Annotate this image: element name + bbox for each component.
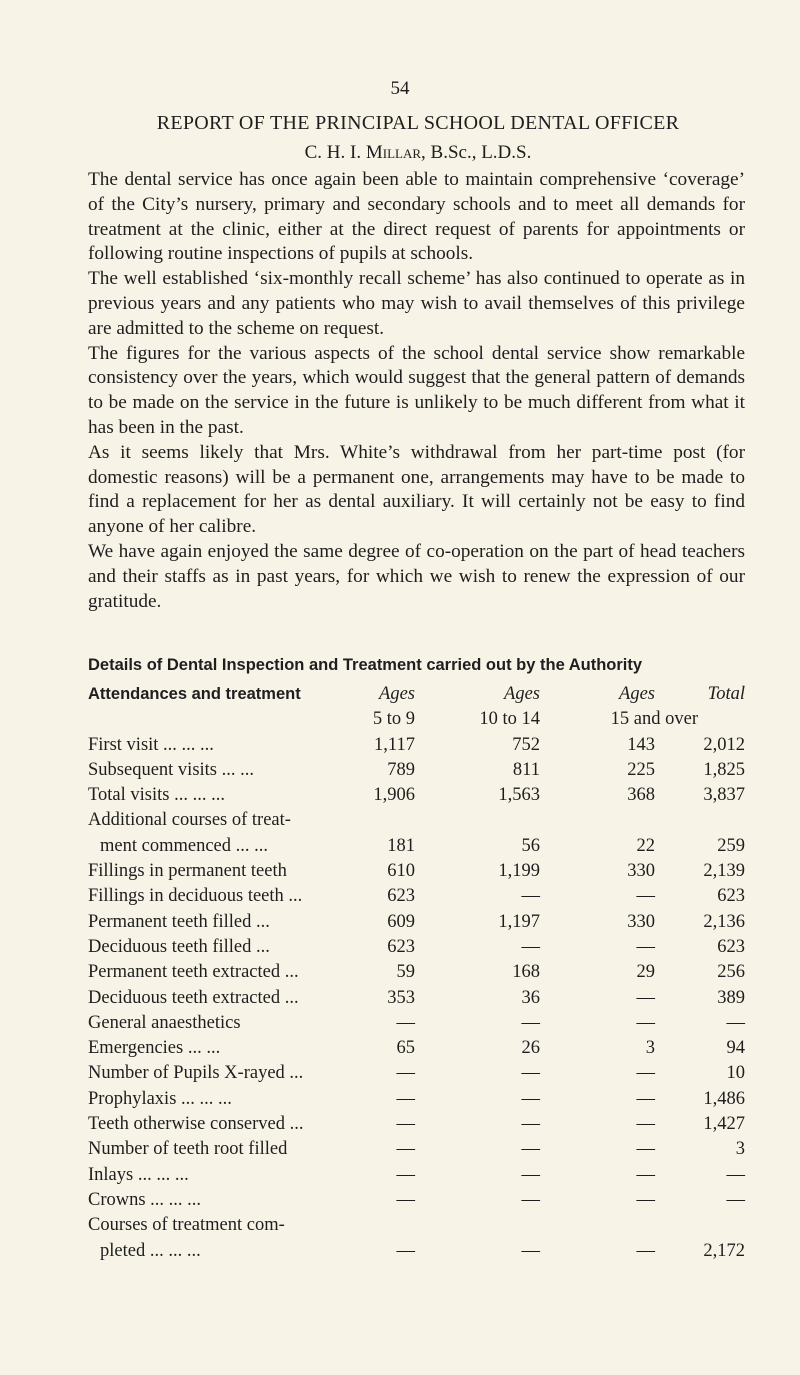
table-row [88,758,748,783]
author-line [88,142,748,164]
cell-value: 29 [636,962,655,983]
header-label: Attendances and treatment [88,685,301,703]
row-label: Additional courses of treat- [88,810,291,831]
table-header-row [88,682,748,707]
paragraph: We have again enjoyed the same degree of co-operation on the part of head teachers and their staffs as in past years, for which we wish to renew the expression of our gratitude. [88,540,745,612]
cell-value: 330 [627,861,655,882]
cell-value: 181 [387,835,415,856]
cell-value: — [636,1164,655,1185]
table-row [88,834,748,859]
author-name: Millar, [365,142,426,163]
table-row [88,1188,748,1213]
cell-total: — [726,1164,745,1185]
cell-total: 94 [726,1038,745,1059]
cell-value: — [636,1088,655,1109]
cell-total: 3 [735,1139,745,1160]
cell-value: — [521,886,540,907]
cell-value: — [396,1164,415,1185]
row-label: Deciduous teeth filled ... [88,936,270,957]
row-label: Fillings in deciduous teeth ... [88,886,303,907]
cell-value: — [636,1063,655,1084]
row-label: Fillings in permanent teeth [88,861,287,882]
cell-value: 3 [645,1038,655,1059]
cell-total: — [726,1012,745,1033]
cell-value: 1,199 [498,861,540,882]
row-label: Emergencies ... ... [88,1038,221,1059]
dental-treatment-table [88,682,748,1264]
cell-value: 623 [387,886,415,907]
table-row-label-line [88,1213,748,1238]
row-label: General anaesthetics [88,1012,241,1033]
cell-total: 2,012 [703,734,745,755]
row-label: Courses of treatment com- [88,1215,285,1236]
table-row [88,884,748,909]
row-label: Prophylaxis ... ... ... [88,1088,232,1109]
cell-value: 22 [636,835,655,856]
cell-value: 353 [387,987,415,1008]
row-label: Permanent teeth filled ... [88,911,270,932]
cell-value: — [521,936,540,957]
header-range-3: 15 and over [610,709,698,730]
cell-value: — [521,1240,540,1261]
cell-value: — [396,1189,415,1210]
row-label: First visit ... ... ... [88,734,214,755]
cell-value: 36 [521,987,540,1008]
cell-total: — [726,1189,745,1210]
cell-value: 26 [521,1038,540,1059]
header-range-1: 5 to 9 [372,709,415,730]
cell-value: — [636,1189,655,1210]
page-number: 54 [390,78,410,99]
table-row [88,910,748,935]
cell-value: — [396,1139,415,1160]
row-label: Total visits ... ... ... [88,785,225,806]
paragraph: As it seems likely that Mrs. White’s withdrawal from her part-time post (for domestic reasons) will be a permanent one, arrangements may have to be made to find a replacement for her as dental auxiliary. It will certainly not be easy to find anyone of her calibre. [88,441,745,538]
cell-value: — [396,1114,415,1135]
cell-value: 59 [396,962,415,983]
row-label-continued: ment commenced ... ... [100,835,268,856]
table-row [88,1087,748,1112]
cell-value: 225 [627,759,655,780]
cell-value: 65 [396,1038,415,1059]
cell-value: — [636,936,655,957]
cell-value: 609 [387,911,415,932]
table-row [88,1112,748,1137]
cell-value: — [636,1114,655,1135]
table-row [88,986,748,1011]
cell-total: 3,837 [703,785,745,806]
header-ages-3: Ages [619,684,655,704]
paragraph: The well established ‘six-monthly recall scheme’ has also continued to operate as in previous years and any patients who may wish to avail themselves of this privilege are admitted to the scheme on request. [88,268,745,339]
row-label: Number of teeth root filled [88,1139,288,1160]
cell-total: 1,486 [703,1088,745,1109]
header-ages-2: Ages [504,684,540,704]
cell-value: 623 [387,936,415,957]
cell-value: — [636,886,655,907]
cell-value: 610 [387,861,415,882]
table-subheader-row [88,707,748,732]
table-row [88,733,748,758]
paragraph: The dental service has once again been able to maintain comprehensive ‘coverage’ of the City’s nursery, primary and secondary schools and to meet all demands for treatment at the clinic, either at the direct request of parents for appointments or following routine inspections of pupils at schools. [88,169,745,265]
cell-total: 10 [726,1063,745,1084]
cell-value: 168 [512,962,540,983]
cell-value: 1,197 [498,911,540,932]
table-row [88,960,748,985]
cell-value: — [636,1240,655,1261]
cell-value: — [521,1063,540,1084]
author-initials: C. H. I. [304,142,362,163]
table-row [88,783,748,808]
header-range-2: 10 to 14 [479,709,540,730]
cell-total: 259 [717,835,745,856]
cell-total: 1,427 [703,1114,745,1135]
cell-total: 2,172 [703,1240,745,1261]
header-ages-1: Ages [379,684,415,704]
table-row [88,1163,748,1188]
row-label: Teeth otherwise conserved ... [88,1114,304,1135]
author-degrees: B.Sc., L.D.S. [430,142,532,163]
table-title: Details of Dental Inspection and Treatment carried out by the Authority [88,656,643,674]
cell-value: 330 [627,911,655,932]
table-row [88,935,748,960]
cell-value: — [396,1088,415,1109]
cell-value: 143 [627,734,655,755]
cell-total: 623 [717,886,745,907]
cell-value: 752 [512,734,540,755]
cell-value: 789 [387,759,415,780]
cell-total: 623 [717,936,745,957]
cell-value: — [636,987,655,1008]
cell-total: 2,139 [703,861,745,882]
row-label: Inlays ... ... ... [88,1164,189,1185]
table-row [88,1011,748,1036]
paragraph: The figures for the various aspects of the school dental service show remarkable consistency over the years, which would suggest that the general pattern of demands to be made on the service in the future is unlikely to be much different from what it has been in the past. [88,342,745,438]
cell-value: — [521,1139,540,1160]
cell-value: 1,563 [498,785,540,806]
row-label: Subsequent visits ... ... [88,759,254,780]
table-row [88,1061,748,1086]
cell-value: — [521,1088,540,1109]
cell-value: — [521,1189,540,1210]
cell-total: 2,136 [703,911,745,932]
cell-value: — [396,1012,415,1033]
header-total: Total [707,684,745,704]
cell-value: 1,906 [373,785,415,806]
table-row [88,1239,748,1264]
table-row-label-line [88,808,748,833]
table-row [88,1036,748,1061]
row-label: Crowns ... ... ... [88,1189,202,1210]
cell-value: 368 [627,785,655,806]
report-body [88,168,745,614]
cell-total: 389 [717,987,745,1008]
row-label-continued: pleted ... ... ... [100,1240,201,1261]
cell-value: 811 [512,759,540,780]
cell-value: — [521,1114,540,1135]
cell-value: — [521,1012,540,1033]
cell-value: 56 [521,835,540,856]
cell-total: 256 [717,962,745,983]
row-label: Deciduous teeth extracted ... [88,987,299,1008]
cell-value: — [396,1063,415,1084]
row-label: Permanent teeth extracted ... [88,962,299,983]
table-row [88,1137,748,1162]
table-row [88,859,748,884]
cell-value: 1,117 [374,734,415,755]
cell-value: — [636,1139,655,1160]
row-label: Number of Pupils X-rayed ... [88,1063,304,1084]
cell-total: 1,825 [703,759,745,780]
cell-value: — [396,1240,415,1261]
cell-value: — [636,1012,655,1033]
report-title: REPORT OF THE PRINCIPAL SCHOOL DENTAL OFFICER [156,112,680,134]
cell-value: — [521,1164,540,1185]
